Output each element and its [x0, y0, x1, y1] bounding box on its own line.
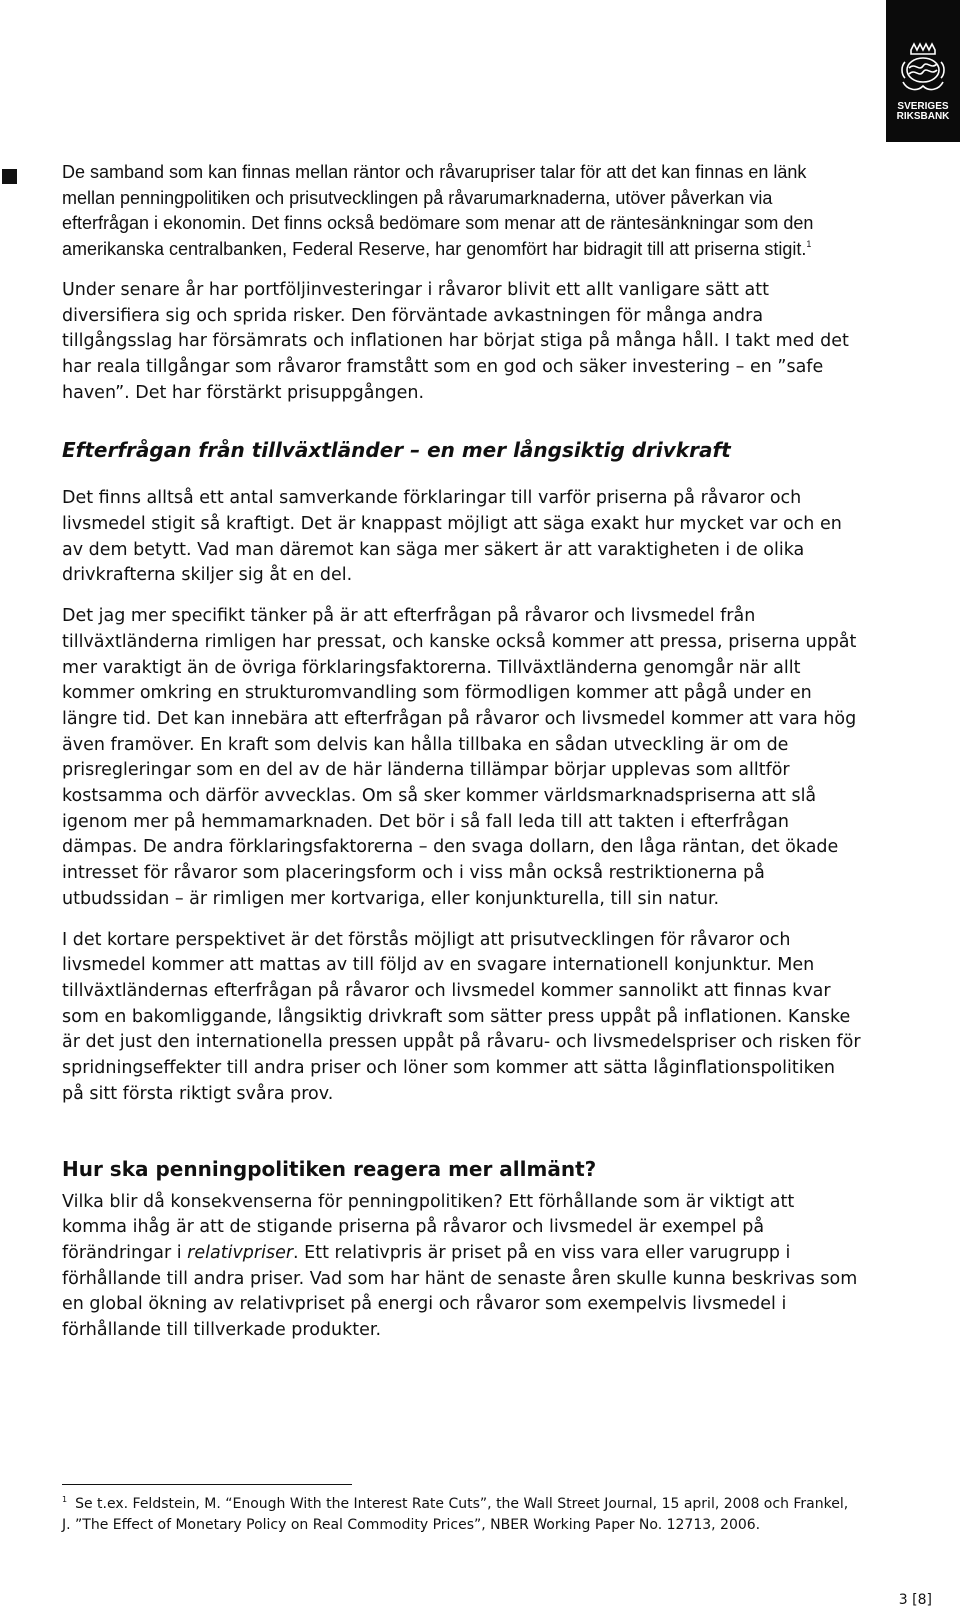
footnote-text: Se t.ex. Feldstein, M. “Enough With the Interest Rate Cuts”, the Wall Street Journal, 15 april, 2008 och Frankel, J. ”The Effect of Monetary Policy on Real Commodity Prices”, NBER Working Paper No. 12713, 2006. [62, 1496, 849, 1533]
footnote-divider [62, 1484, 352, 1485]
section-heading-1: Efterfrågan från tillväxtländer – en mer långsiktig drivkraft [62, 438, 731, 463]
paragraph-6 [62, 1190, 862, 1344]
footnote-reference[interactable]: 1 [806, 239, 812, 250]
crown-emblem-icon [897, 40, 949, 96]
logo-line-2: RIKSBANK [896, 111, 950, 122]
paragraph-3: Det finns alltså ett antal samverkande förklaringar till varför priserna på råvaror och livsmedel stigit så kraftigt. Det är knappast möjligt att säga exakt hur mycket var och en av dem betytt. Vad man däremot kan säga mer säkert är att varaktigheten i de olika drivkrafterna skiljer sig åt en del. [62, 488, 842, 586]
paragraph-6-text-b: . Ett relativpris är priset på en viss vara eller varugrupp i förhållande till andra priser. Vad som har hänt de senaste åren skulle kunna beskrivas som en global ökning av relativpriset på energi och råvaror som exempelvis livsmedel i förhållande till tillverkade produkter. [62, 1242, 858, 1341]
footnote [62, 1494, 852, 1536]
section-heading-2: Hur ska penningpolitiken reagera mer allmänt? [62, 1156, 597, 1181]
logo-line-1: SVERIGES [897, 101, 949, 112]
footnote-number: 1 [62, 1495, 68, 1504]
paragraph-6-italic: relativpriser [187, 1242, 294, 1263]
page-number: 3 [8] [898, 1592, 932, 1608]
document-body [62, 160, 862, 1359]
paragraph-1-text: De samband som kan finnas mellan räntor och råvarupriser talar för att det kan finnas en länk mellan penningpolitiken och prisutvecklingen på råvarumarknaderna, utöver påverkan via efterfrågan i ekonomin. Det finns också bedömare som menar att de räntesänkningar som den amerikanska centralbanken, Federal Reserve, har genomfört har bidragit till att priserna stigit. [62, 162, 814, 260]
riksbank-logo [886, 0, 960, 142]
paragraph-2: Under senare år har portföljinvesteringar i råvaror blivit ett allt vanligare sätt att diversifiera sig och sprida risker. Den förväntade avkastningen för många andra tillgångsslag har försämrats och inflationen har börjat stiga på många håll. I takt med det har reala tillgångar som råvaror framstått som en god och säker investering – en ”safe haven”. Det har förstärkt prisuppgången. [62, 279, 849, 403]
paragraph-1 [62, 160, 862, 263]
section-marker [2, 169, 17, 184]
paragraph-6-text-a: Vilka blir då konsekvenserna för penningpolitiken? Ett förhållande som är viktigt att komma ihåg är att de stigande priserna på råvaror och livsmedel är exempel på förändringar i [62, 1191, 795, 1263]
paragraph-5: I det kortare perspektivet är det förstås möjligt att prisutvecklingen för råvaror och livsmedel kommer att mattas av till följd av en svagare internationell konjunktur. Men tillväxtländernas efterfrågan på råvaror och livsmedel kommer sannolikt att finnas kvar som en bakomliggande, långsiktig drivkraft som sätter press uppåt på inflationen. Kanske är det just den internationella pressen uppåt på råvaru- och livsmedelspriser och risken för spridningseffekter till andra priser och löner som kommer att sätta låginflationspolitiken på sitt första riktigt svåra prov. [62, 929, 861, 1104]
paragraph-4: Det jag mer specifikt tänker på är att efterfrågan på råvaror och livsmedel från tillväxtländerna rimligen har pressat, och kanske också kommer att pressa, priserna uppåt mer varaktigt än de övriga förklaringsfaktorerna. Tillväxtländerna genomgår när allt kommer omkring en strukturomvandling som förmodligen kommer att pågå under en längre tid. Det kan innebära att efterfrågan på råvaror och livsmedel kommer att vara hög även framöver. En kraft som delvis kan hålla tillbaka en sådan utveckling är om de prisregleringar som en del av de här länderna tillämpar börjar upplevas som alltför kostsamma och därför avvecklas. Om så sker kommer världsmarknadspriserna att slå igenom mer på hemmamarknaden. Det bör i så fall leda till att takten i efterfrågan dämpas. De andra förklaringsfaktorerna – den svaga dollarn, den låga räntan, det ökade intresset för råvaror som placeringsform och i viss mån också restriktionerna på utbudssidan – är rimligen mer kortvariga, eller konjunkturella, till sin natur. [62, 606, 857, 909]
